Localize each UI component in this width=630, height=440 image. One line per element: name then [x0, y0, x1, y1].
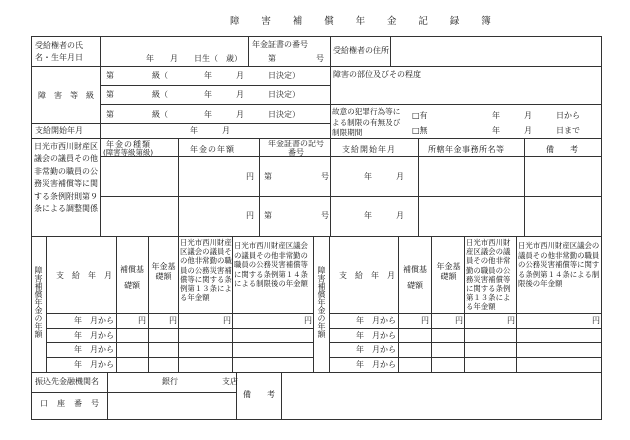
start-ym-header: 支給開始年月 — [342, 145, 396, 154]
pension-type-header: 年金の種類 — [106, 140, 151, 149]
payment-yen: 円 — [169, 316, 177, 325]
basic-comp-header: 補償基礎額 — [403, 265, 427, 290]
grade-kyu: 級（ — [152, 90, 168, 99]
bank-label: 振込先金融機関名 — [35, 377, 99, 386]
grade-dai: 第 — [106, 90, 114, 99]
remarks-header: 備 考 — [546, 145, 578, 154]
pension-cert-field[interactable]: 第 号 — [268, 54, 324, 63]
payment-yen: 円 — [304, 316, 312, 325]
grade-dai: 第 — [106, 71, 114, 80]
crime-to-date: 年 月 日まで — [492, 126, 580, 135]
grade-ym: 年 月 — [204, 71, 244, 80]
adjust-yen: 円 — [246, 172, 254, 181]
grade-kyu: 級（ — [152, 71, 168, 80]
grade-decided: 日決定） — [268, 110, 300, 119]
payment-yen: 円 — [507, 316, 515, 325]
art13-header: 日光市西川財産区議会の議員その他非常勤の職員の公務災害補償等に関する条例第１３条による年金額 — [180, 238, 232, 303]
disability-site-label: 障害の部位及びその程度 — [333, 70, 421, 79]
payment-yen: 円 — [138, 316, 146, 325]
payment-from[interactable]: 年 月から — [356, 331, 396, 340]
payment-yen: 円 — [592, 316, 600, 325]
payment-from: 年 月から — [356, 316, 396, 325]
adjust-ym: 年 月 — [364, 211, 404, 220]
adjust-ym: 年 月 — [364, 172, 404, 181]
crime-restriction-label: 故意の犯罪行為等による制限の有無及び制限期間 — [332, 107, 401, 137]
recipient-name-label: 受給権者の氏名・生年月日 — [35, 41, 83, 62]
grade-kyu: 級（ — [152, 110, 168, 119]
adjust-go: 号 — [321, 172, 329, 181]
pension-basic-header: 年金基礎額 — [151, 262, 176, 281]
payment-yen: 円 — [455, 316, 463, 325]
payment-from[interactable]: 年 月から — [74, 360, 114, 369]
branch-suffix[interactable]: 支店 — [222, 377, 238, 386]
payments-side-label: 障害補償年金の年額 — [34, 266, 43, 338]
art14-header: 日光市西川財産区議会の議員その他非常勤の職員の公務災害補償等に関する条例第１４条による制限後の年金額 — [234, 241, 308, 289]
payment-from[interactable]: 年 月から — [74, 331, 114, 340]
art14-header: 日光市西川財産区議会の議員その他非常勤の職員の公務災害補償等に関する条例第１４条による制限後の年金額 — [518, 241, 600, 289]
bank-name-suffix[interactable]: 銀行 — [162, 377, 178, 386]
grade-decided: 日決定） — [268, 90, 300, 99]
pension-amount-header: 年金の年額 — [190, 145, 235, 154]
start-ym[interactable]: 年 月 — [190, 126, 230, 135]
payment-yen: 円 — [421, 316, 429, 325]
payment-from[interactable]: 年 月から — [356, 345, 396, 354]
crime-no-checkbox[interactable]: □無 — [412, 126, 428, 135]
grade-decided: 日決定） — [268, 71, 300, 80]
cert-number-header: 年金証書の記号番号 — [268, 140, 324, 157]
disability-grade-label: 障 害 等 級 — [38, 91, 94, 100]
pay-ym-header: 支 給 年 月 — [339, 271, 395, 280]
art13-header: 日光市西川財産区議会の議員その他非常勤の職員の公務災害補償等に関する条例第１３条による年金額 — [466, 238, 511, 312]
crime-yes-checkbox[interactable]: □有 — [412, 111, 428, 120]
payment-yen: 円 — [223, 316, 231, 325]
basic-comp-header: 補償基礎額 — [120, 265, 144, 290]
grade-dai: 第 — [106, 110, 114, 119]
payment-from[interactable]: 年 月から — [74, 345, 114, 354]
pay-ym-header: 支 給 年 月 — [56, 271, 112, 280]
adjustment-label: 日光市西川財産区議会の議員その他非常勤の職員の公務災害補償等に関する条例附則第９条による調整関係 — [34, 142, 98, 214]
page-title: 障 害 補 償 年 金 記 録 簿 — [230, 16, 497, 27]
bank-remarks-label: 備 考 — [243, 390, 275, 399]
adjust-dai: 第 — [264, 172, 272, 181]
adjust-go: 号 — [321, 211, 329, 220]
account-number-label: 口 座 番 号 — [40, 399, 100, 408]
start-label: 支給開始年月 — [35, 126, 83, 135]
adjust-dai: 第 — [264, 211, 272, 220]
crime-from-date: 年 月 日から — [492, 111, 580, 120]
payment-from[interactable]: 年 月から — [356, 360, 396, 369]
pension-cert-label: 年金証書の番号 — [252, 40, 308, 49]
birth-date-field[interactable]: 年 月 日生（ 歳） — [146, 54, 242, 63]
adjust-yen: 円 — [246, 211, 254, 220]
pension-type-sub: (障害等級第級) — [103, 148, 154, 157]
office-header: 所轄年金事務所名等 — [428, 145, 505, 154]
grade-ym: 年 月 — [204, 90, 244, 99]
payments-side-label: 障害補償年金の年額 — [317, 266, 326, 338]
pension-basic-header: 年金基礎額 — [436, 262, 461, 281]
grade-ym: 年 月 — [204, 110, 244, 119]
payment-from: 年 月から — [74, 316, 114, 325]
address-label: 受給権者の住所 — [333, 46, 389, 55]
